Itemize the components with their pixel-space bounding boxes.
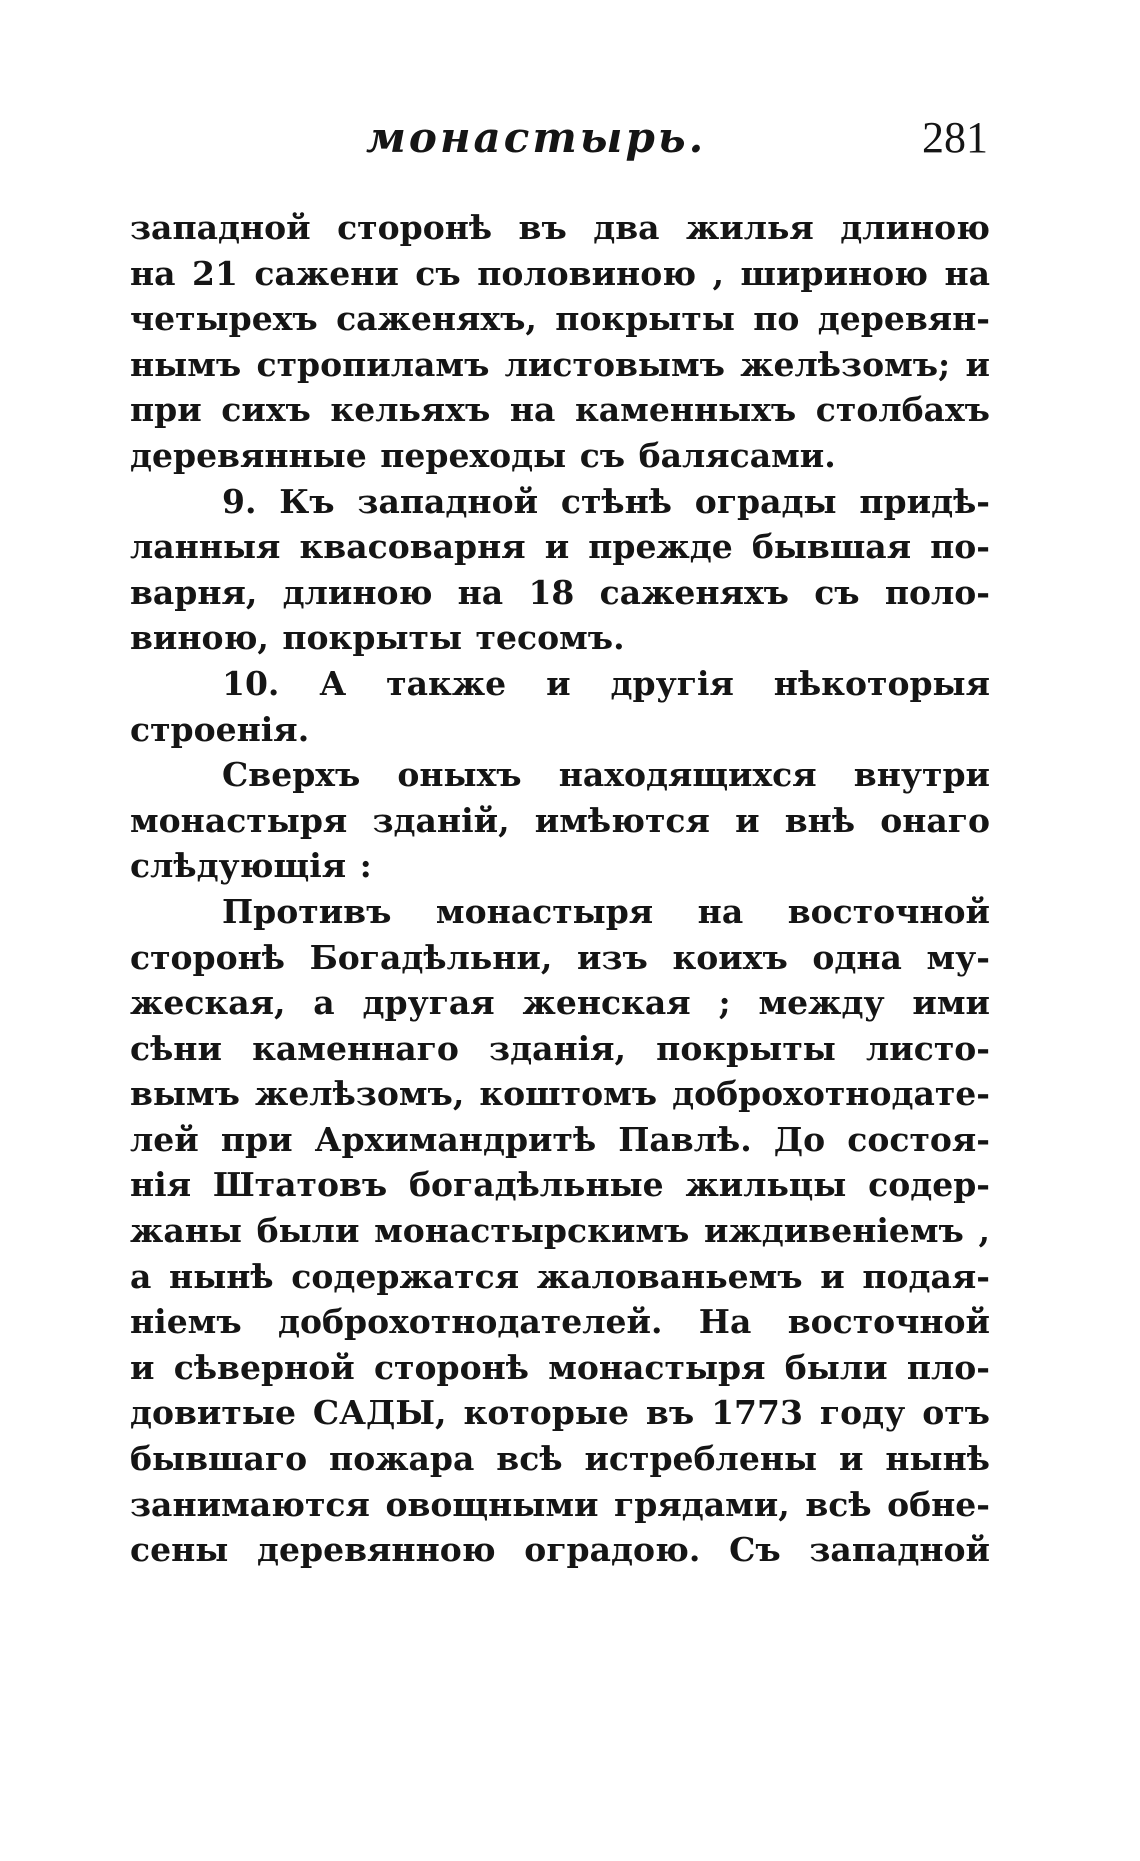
- text-line: ланныя квасоварня и прежде бывшая по-: [130, 527, 990, 567]
- text-line: деревянные переходы съ балясами.: [130, 435, 836, 475]
- text-line: Противъ монастыря на восточной: [222, 891, 990, 931]
- text-line: бывшаго пожара всѣ истреблены и нынѣ: [130, 1439, 990, 1479]
- text-line: при сихъ кельяхъ на каменныхъ столбахъ: [130, 390, 990, 430]
- page-number: 281: [922, 113, 988, 162]
- text-line: сторонѣ Богадѣльни, изъ коихъ одна му-: [130, 937, 990, 977]
- text-line: вымъ желѣзомъ, коштомъ доброхотнодате-: [130, 1074, 990, 1114]
- text-line: виною, покрыты тесомъ.: [130, 618, 625, 658]
- text-line: строенія.: [130, 709, 310, 749]
- text-line: лей при Архимандритѣ Павлѣ. До состоя-: [130, 1119, 990, 1159]
- text-line: занимаются овощными грядами, всѣ обне-: [130, 1484, 990, 1524]
- text-line: слѣдующія :: [130, 846, 372, 886]
- text-line: 10. А также и другія нѣкоторыя: [222, 663, 990, 703]
- text-line: Сверхъ оныхъ находящихся внутри: [222, 755, 990, 795]
- text-line: жаны были монастырскимъ иждивеніемъ ,: [130, 1211, 990, 1251]
- text-line: ніемъ доброхотнодателей. На восточной: [130, 1302, 990, 1342]
- text-line: жеская, а другая женская ; между ими: [130, 983, 990, 1023]
- text-line: и сѣверной сторонѣ монастыря были пло-: [130, 1347, 990, 1387]
- text-line: нія Штатовъ богадѣльные жильцы содер-: [130, 1165, 990, 1205]
- text-line: сены деревянною оградою. Съ западной: [130, 1530, 990, 1570]
- text-line: довитые САДЫ, которые въ 1773 году отъ: [130, 1393, 990, 1433]
- text-line: западной сторонѣ въ два жилья длиною: [130, 208, 990, 247]
- running-head: монастырь.: [366, 113, 707, 162]
- text-line: нымъ стропиламъ листовымъ желѣзомъ; и: [130, 344, 990, 384]
- text-line: четырехъ саженяхъ, покрыты по деревян-: [130, 299, 990, 339]
- body-text: [130, 205, 990, 1573]
- text-line: варня, длиною на 18 саженяхъ съ поло-: [130, 572, 990, 612]
- text-line: монастыря зданій, имѣются и внѣ онаго: [130, 800, 990, 840]
- page-header: [130, 108, 988, 168]
- text-line: 9. Къ западной стѣнѣ ограды придѣ-: [222, 481, 990, 521]
- text-line: а нынѣ содержатся жалованьемъ и подая-: [130, 1256, 990, 1296]
- text-line: на 21 сажени съ половиною , шириною на: [130, 253, 990, 293]
- text-line: сѣни каменнаго зданія, покрыты листо-: [130, 1028, 990, 1068]
